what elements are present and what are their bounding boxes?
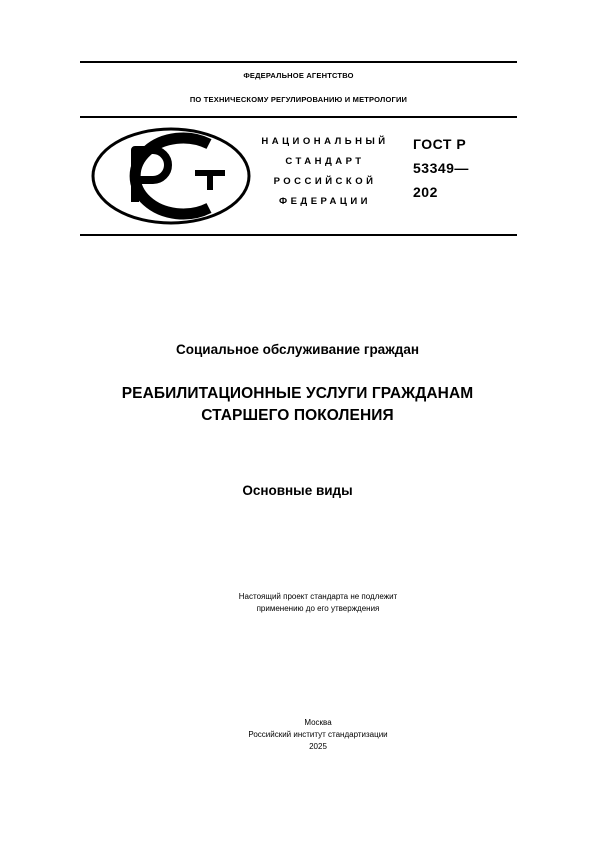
document-subject: Социальное обслуживание граждан bbox=[175, 342, 419, 357]
designation-line-2: 53349— bbox=[413, 160, 469, 176]
imprint-city: Москва bbox=[304, 718, 332, 727]
imprint-year: 2025 bbox=[309, 742, 327, 751]
standard-type-line-3: РОССИЙСКОЙ bbox=[273, 176, 377, 187]
document-title-line-1: РЕАБИЛИТАЦИОННЫЕ УСЛУГИ ГРАЖДАНАМ bbox=[121, 385, 474, 402]
agency-line-2: ПО ТЕХНИЧЕСКОМУ РЕГУЛИРОВАНИЮ И МЕТРОЛОГИИ bbox=[189, 95, 408, 104]
agency-line-1: ФЕДЕРАЛЬНОЕ АГЕНТСТВО bbox=[243, 71, 354, 80]
rst-logo-icon bbox=[91, 126, 251, 226]
draft-notice-line-1: Настоящий проект стандарта не подлежит bbox=[238, 592, 398, 601]
standard-type-line-1: НАЦИОНАЛЬНЫЙ bbox=[261, 136, 389, 147]
designation-line-3: 202 bbox=[413, 184, 438, 200]
imprint-publisher: Российский институт стандартизации bbox=[248, 730, 388, 739]
designation-line-1: ГОСТ Р bbox=[413, 136, 467, 152]
standard-type-line-2: СТАНДАРТ bbox=[285, 156, 365, 167]
standard-type-line-4: ФЕДЕРАЦИИ bbox=[278, 196, 371, 207]
document-kind: Основные виды bbox=[242, 483, 353, 498]
header-rule-top bbox=[80, 116, 517, 118]
top-rule bbox=[80, 61, 517, 63]
document-title-line-2: СТАРШЕГО ПОКОЛЕНИЯ bbox=[201, 407, 394, 424]
header-rule-bottom bbox=[80, 234, 517, 236]
draft-notice-line-2: применению до его утверждения bbox=[256, 604, 380, 613]
